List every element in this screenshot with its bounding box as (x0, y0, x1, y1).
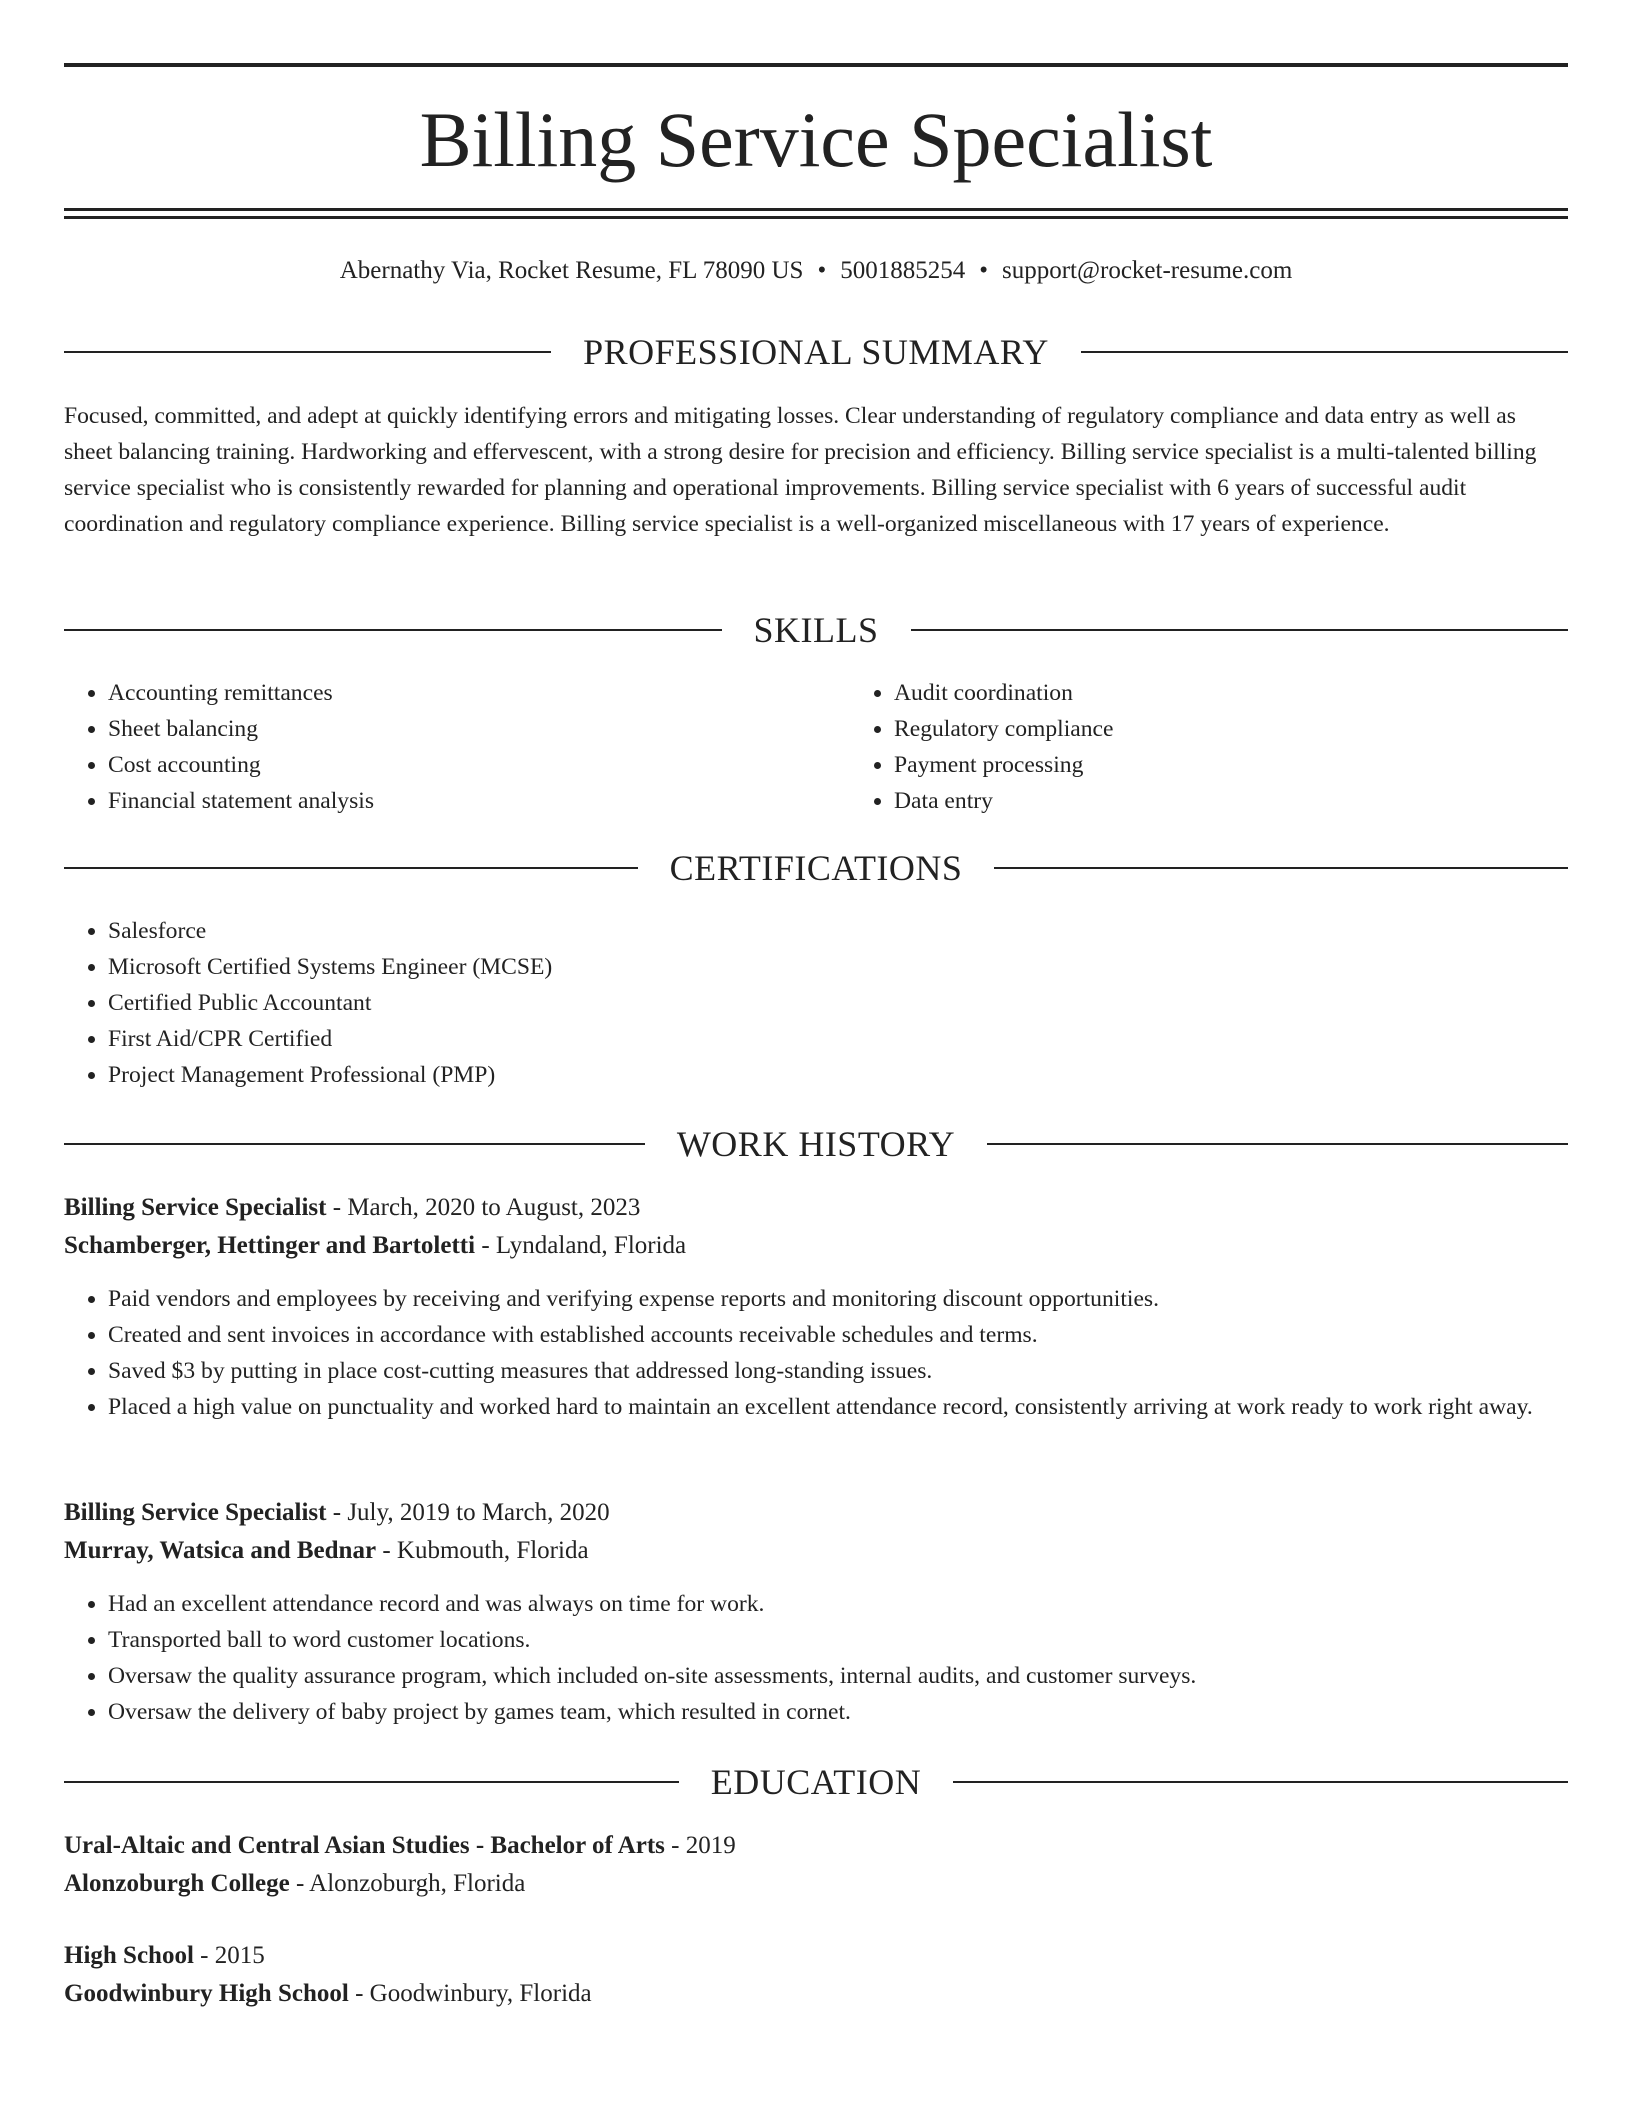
contact-phone: 5001885254 (840, 257, 966, 284)
job-title: Billing Service Specialist (64, 1499, 327, 1526)
skill-item: • Data entry (894, 783, 1632, 819)
dash: - (200, 1942, 209, 1969)
section-heading-education (64, 1760, 1568, 1804)
section-title: SKILLS (753, 610, 879, 650)
section-title: PROFESSIONAL SUMMARY (583, 332, 1049, 372)
contact-line (64, 254, 1568, 288)
education-degree-line (64, 1827, 1568, 1865)
certification-item: • Microsoft Certified Systems Engineer (MCSE) (108, 949, 1568, 985)
job-bullet: • Oversaw the delivery of baby project by games team, which resulted in cornet. (108, 1694, 1568, 1730)
section-title: EDUCATION (710, 1762, 922, 1802)
education-degree: Ural-Altaic and Central Asian Studies - Bachelor of Arts (64, 1832, 665, 1859)
heading-rule (64, 867, 638, 869)
education-degree: High School (64, 1942, 194, 1969)
job-location: Lyndaland, Florida (495, 1232, 687, 1259)
skill-item: • Cost accounting (108, 747, 850, 783)
job-company-line (64, 1227, 1568, 1265)
dash: - (382, 1537, 391, 1564)
education-school: Goodwinbury High School (64, 1980, 349, 2007)
dash: - (332, 1194, 342, 1221)
heading-rule (64, 629, 722, 631)
heading-rule (64, 1143, 645, 1145)
job-bullets (64, 1281, 1568, 1425)
job-bullet: • Had an excellent attendance record and was always on time for work. (108, 1586, 1568, 1622)
job-title: Billing Service Specialist (64, 1194, 327, 1221)
contact-address: Abernathy Via, Rocket Resume, FL 78090 US (339, 257, 804, 284)
job-entry (64, 1494, 1568, 1730)
job-company: Schamberger, Hettinger and Bartoletti (64, 1232, 476, 1259)
education-location: Alonzoburgh, Florida (309, 1870, 526, 1897)
certification-item: • Project Management Professional (PMP) (108, 1057, 1568, 1093)
skill-item: • Payment processing (894, 747, 1632, 783)
dash: - (295, 1870, 305, 1897)
job-bullet: • Oversaw the quality assurance program, which included on-site assessments, internal audits, and customer surveys. (108, 1658, 1568, 1694)
certification-item: • Salesforce (108, 913, 1568, 949)
skills-column-left (64, 675, 850, 819)
skill-item: • Sheet balancing (108, 711, 850, 747)
education-school: Alonzoburgh College (64, 1870, 290, 1897)
job-title-line (64, 1189, 1568, 1227)
section-heading-skills (64, 608, 1568, 652)
section-title: CERTIFICATIONS (669, 848, 963, 888)
skills-list (64, 675, 1568, 819)
job-dates: July, 2019 to March, 2020 (347, 1499, 610, 1526)
certification-item: • First Aid/CPR Certified (108, 1021, 1568, 1057)
job-bullet: • Transported ball to word customer locations. (108, 1622, 1568, 1658)
heading-rule (64, 351, 551, 353)
heading-rule (911, 629, 1569, 631)
heading-rule (994, 867, 1568, 869)
education-entry (64, 1827, 1568, 1903)
contact-email: support@rocket-resume.com (1001, 257, 1293, 284)
job-bullets (64, 1586, 1568, 1730)
job-company: Murray, Watsica and Bednar (64, 1537, 377, 1564)
skill-item: • Accounting remittances (108, 675, 850, 711)
heading-rule (64, 1781, 679, 1783)
skill-item: • Audit coordination (894, 675, 1632, 711)
education-school-line (64, 1975, 1568, 2013)
skill-item: • Regulatory compliance (894, 711, 1632, 747)
job-location: Kubmouth, Florida (396, 1537, 589, 1564)
title-double-rule (64, 208, 1568, 219)
education-degree-line (64, 1937, 1568, 1975)
dash: - (671, 1832, 680, 1859)
dash: - (332, 1499, 342, 1526)
dash: - (355, 1980, 364, 2007)
education-year: 2019 (685, 1832, 736, 1859)
job-bullet: • Placed a high value on punctuality and worked hard to maintain an excellent attendance record, consistently arriving at work ready to work right away. (108, 1389, 1568, 1425)
heading-rule (1081, 351, 1568, 353)
job-bullet: • Saved $3 by putting in place cost-cutting measures that addressed long-standing issues. (108, 1353, 1568, 1389)
job-entry (64, 1189, 1568, 1425)
section-heading-certifications (64, 846, 1568, 890)
education-year: 2015 (214, 1942, 265, 1969)
summary-text: Focused, committed, and adept at quickly identifying errors and mitigating losses. Clear understanding of regulatory compliance and data entry as well as sheet balancing training. Hardworking and effervescent, with a strong desire for precision and efficiency. Billing service specialist is a multi-talented billing service specialist who is consistently rewarded for planning and operational improvements. Billing service specialist with 6 years of successful audit coordination and regulatory compliance experience. Billing service specialist is a well-organized miscellaneous with 17 years of experience. (64, 403, 1537, 537)
section-heading-work-history (64, 1122, 1568, 1166)
job-title-line (64, 1494, 1568, 1532)
job-bullet: • Created and sent invoices in accordance with established accounts receivable schedules and terms. (108, 1317, 1568, 1353)
heading-rule (987, 1143, 1568, 1145)
section-title: WORK HISTORY (676, 1124, 956, 1164)
job-bullet: • Paid vendors and employees by receiving and verifying expense reports and monitoring discount opportunities. (108, 1281, 1568, 1317)
education-school-line (64, 1865, 1568, 1903)
contact-separator: • (979, 257, 988, 284)
education-location: Goodwinbury, Florida (369, 1980, 592, 2007)
page-title: Billing Service Specialist (419, 96, 1213, 183)
education-entry (64, 1937, 1568, 2013)
heading-rule (953, 1781, 1568, 1783)
contact-separator: • (817, 257, 827, 284)
certifications-list (64, 913, 1568, 1093)
skills-column-right (850, 675, 1632, 819)
top-rule (64, 63, 1568, 67)
section-heading-summary (64, 330, 1568, 374)
skill-item: • Financial statement analysis (108, 783, 850, 819)
certification-item: • Certified Public Accountant (108, 985, 1568, 1021)
job-dates: March, 2020 to August, 2023 (347, 1194, 641, 1221)
dash: - (481, 1232, 490, 1259)
job-company-line (64, 1532, 1568, 1570)
